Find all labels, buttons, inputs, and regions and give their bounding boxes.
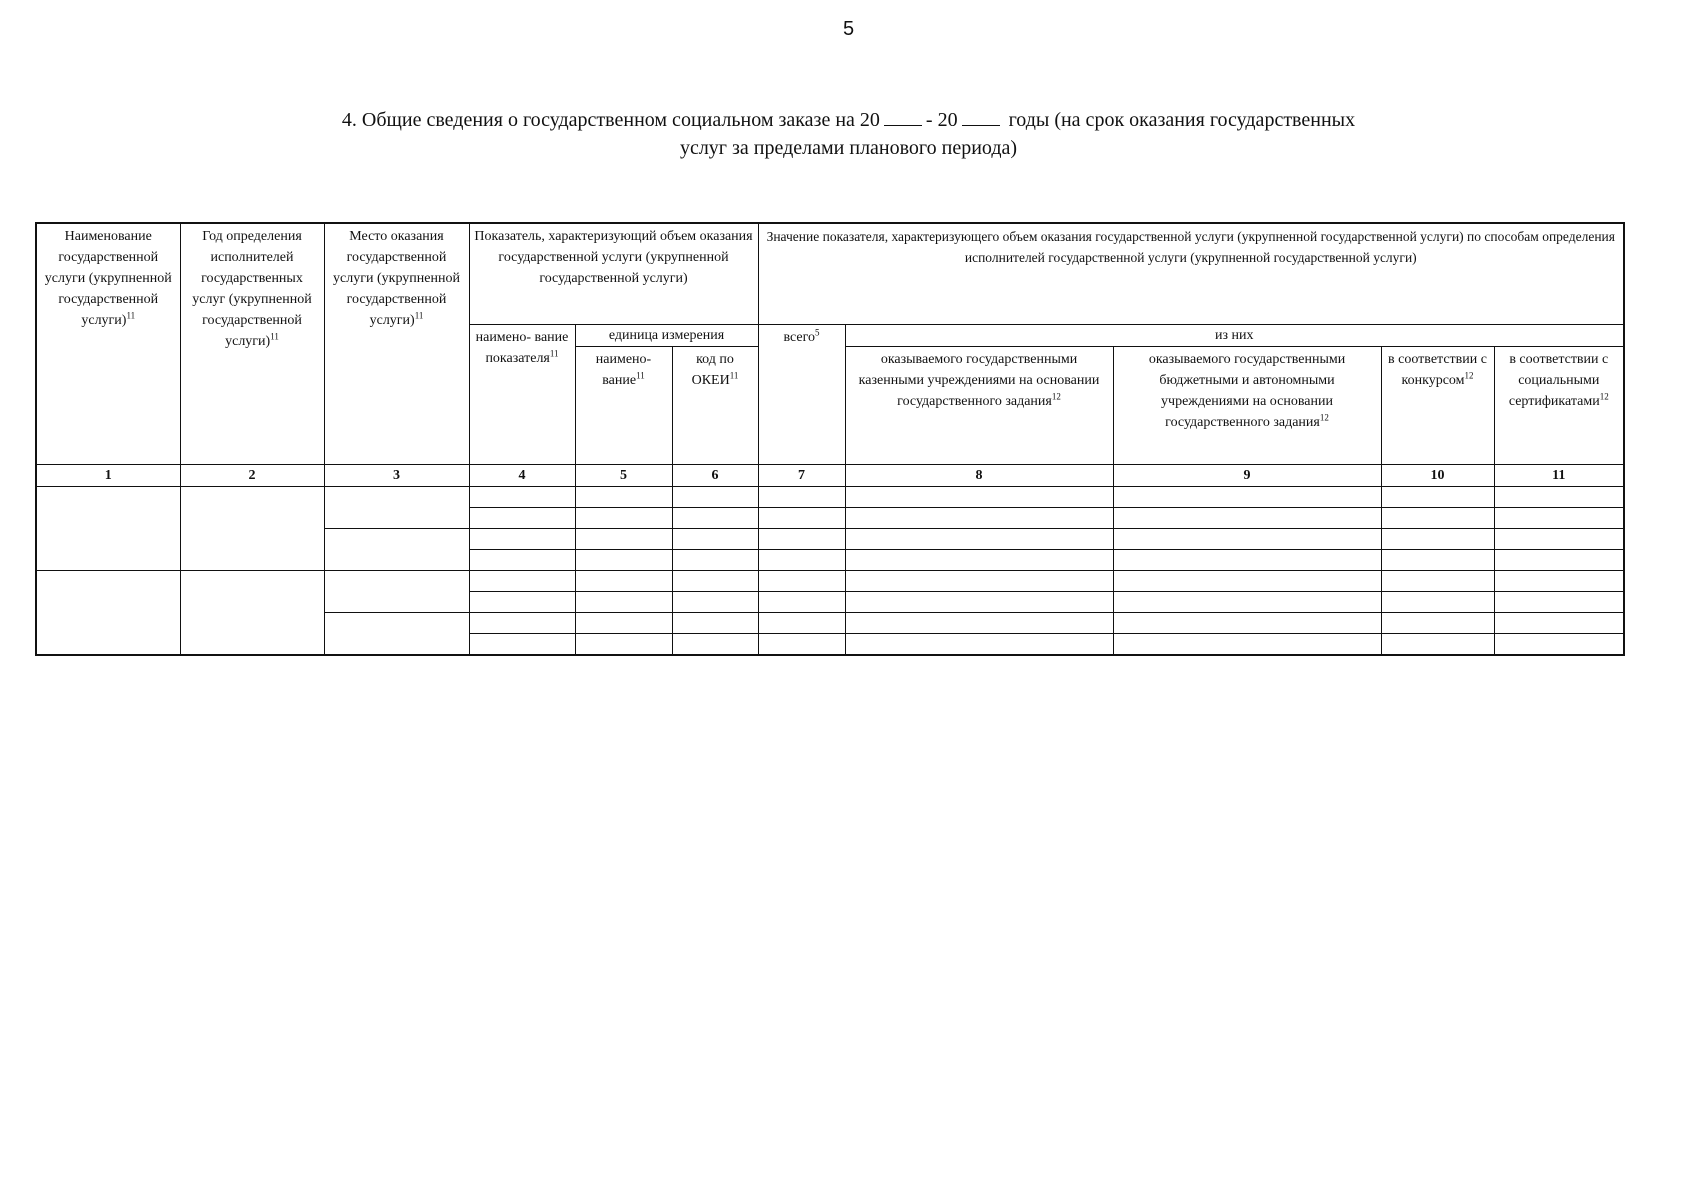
- cell[interactable]: [845, 591, 1113, 612]
- cell[interactable]: [758, 570, 845, 591]
- header-okei-code: код по ОКЕИ$^{11}$: [672, 346, 758, 464]
- cell[interactable]: [1381, 549, 1494, 570]
- cell-service-name[interactable]: [36, 570, 180, 655]
- cell[interactable]: [1113, 633, 1381, 655]
- header-place: Место оказания государственной услуги (укрупненной государственной услуги)$^{11}$: [324, 223, 469, 464]
- cell-year[interactable]: [180, 570, 324, 655]
- social-order-table: [35, 222, 1625, 656]
- cell[interactable]: [845, 507, 1113, 528]
- cell[interactable]: [1494, 486, 1624, 507]
- header-indicator-name: наимено- вание показателя$^{11}$: [469, 324, 575, 464]
- cell[interactable]: [469, 486, 575, 507]
- header-unit-group: единица измерения: [575, 324, 758, 346]
- cell-place[interactable]: [324, 486, 469, 528]
- col-number: 11: [1494, 464, 1624, 486]
- cell[interactable]: [1113, 549, 1381, 570]
- cell[interactable]: [575, 507, 672, 528]
- cell[interactable]: [1494, 528, 1624, 549]
- col-number: 8: [845, 464, 1113, 486]
- header-unit-name: наимено- вание$^{11}$: [575, 346, 672, 464]
- page-number: 5: [842, 18, 855, 40]
- cell[interactable]: [1113, 570, 1381, 591]
- cell[interactable]: [672, 486, 758, 507]
- heading-line-1: 4. Общие сведения о государственном социальном заказе на 20 - 20 годы (на срок оказания государственных: [341, 109, 1356, 131]
- cell[interactable]: [1494, 570, 1624, 591]
- cell[interactable]: [672, 570, 758, 591]
- cell[interactable]: [1381, 591, 1494, 612]
- cell[interactable]: [672, 633, 758, 655]
- cell[interactable]: [1494, 507, 1624, 528]
- cell[interactable]: [672, 528, 758, 549]
- heading-line-2: услуг за пределами планового периода): [679, 137, 1018, 159]
- cell[interactable]: [1113, 507, 1381, 528]
- cell[interactable]: [1494, 549, 1624, 570]
- cell[interactable]: [1381, 507, 1494, 528]
- cell[interactable]: [845, 528, 1113, 549]
- cell-service-name[interactable]: [36, 486, 180, 570]
- cell[interactable]: [845, 486, 1113, 507]
- cell[interactable]: [1113, 591, 1381, 612]
- cell-place[interactable]: [324, 528, 469, 570]
- cell[interactable]: [758, 549, 845, 570]
- col-number: 1: [36, 464, 180, 486]
- cell[interactable]: [845, 570, 1113, 591]
- cell[interactable]: [1113, 612, 1381, 633]
- cell[interactable]: [758, 507, 845, 528]
- cell[interactable]: [845, 633, 1113, 655]
- cell[interactable]: [1381, 570, 1494, 591]
- table-row: [36, 486, 1624, 507]
- header-certificates: в соответствии с социальными сертификатами$^{12}$: [1494, 346, 1624, 464]
- cell[interactable]: [1494, 591, 1624, 612]
- cell[interactable]: [1381, 528, 1494, 549]
- cell[interactable]: [575, 633, 672, 655]
- cell[interactable]: [672, 612, 758, 633]
- cell[interactable]: [469, 528, 575, 549]
- header-state-institutions: оказываемого государственными казенными учреждениями на основании государственного задания$^{12}$: [845, 346, 1113, 464]
- cell[interactable]: [575, 591, 672, 612]
- cell[interactable]: [469, 591, 575, 612]
- cell-place[interactable]: [324, 612, 469, 655]
- col-number: 9: [1113, 464, 1381, 486]
- col-number: 10: [1381, 464, 1494, 486]
- cell[interactable]: [1113, 528, 1381, 549]
- cell[interactable]: [469, 507, 575, 528]
- cell[interactable]: [1381, 633, 1494, 655]
- header-indicator-group: Показатель, характеризующий объем оказания государственной услуги (укрупненной государственной услуги): [469, 223, 758, 324]
- cell[interactable]: [469, 549, 575, 570]
- header-total: всего$^5$: [758, 324, 845, 464]
- cell[interactable]: [758, 528, 845, 549]
- cell[interactable]: [1113, 486, 1381, 507]
- col-number: 2: [180, 464, 324, 486]
- cell-year[interactable]: [180, 486, 324, 570]
- header-competition: в соответствии с конкурсом$^{12}$: [1381, 346, 1494, 464]
- cell[interactable]: [672, 549, 758, 570]
- cell[interactable]: [758, 633, 845, 655]
- cell[interactable]: [575, 486, 672, 507]
- col-number: 5: [575, 464, 672, 486]
- cell[interactable]: [758, 612, 845, 633]
- column-number-row: [36, 464, 1624, 486]
- table-row: [36, 570, 1624, 591]
- cell[interactable]: [469, 612, 575, 633]
- header-value-group: Значение показателя, характеризующего объем оказания государственной услуги (укрупненной государственной услуги) по способам определения исполнителей государственной услуги (укрупненной государственной услуги): [758, 223, 1624, 324]
- year-blank-start[interactable]: [884, 107, 922, 126]
- header-of-them: из них: [845, 324, 1624, 346]
- cell[interactable]: [672, 591, 758, 612]
- header-budget-institutions: оказываемого государственными бюджетными и автономными учреждениями на основании государственного задания$^{12}$: [1113, 346, 1381, 464]
- header-year: Год определения исполнителей государственных услуг (укрупненной государственной услуги)$^{11}$: [180, 223, 324, 464]
- section-heading: [0, 106, 1697, 162]
- cell[interactable]: [469, 633, 575, 655]
- header-service-name: Наименование государственной услуги (укрупненной государственной услуги)$^{11}$: [36, 223, 180, 464]
- cell[interactable]: [1381, 486, 1494, 507]
- cell[interactable]: [575, 549, 672, 570]
- year-blank-end[interactable]: [962, 107, 1000, 126]
- col-number: 6: [672, 464, 758, 486]
- cell[interactable]: [1494, 612, 1624, 633]
- col-number: 3: [324, 464, 469, 486]
- cell[interactable]: [575, 528, 672, 549]
- cell[interactable]: [1494, 633, 1624, 655]
- cell[interactable]: [575, 570, 672, 591]
- cell[interactable]: [758, 486, 845, 507]
- cell[interactable]: [672, 507, 758, 528]
- cell[interactable]: [469, 570, 575, 591]
- cell[interactable]: [845, 549, 1113, 570]
- cell-place[interactable]: [324, 570, 469, 612]
- col-number: 7: [758, 464, 845, 486]
- cell[interactable]: [758, 591, 845, 612]
- cell[interactable]: [845, 612, 1113, 633]
- cell[interactable]: [575, 612, 672, 633]
- col-number: 4: [469, 464, 575, 486]
- cell[interactable]: [1381, 612, 1494, 633]
